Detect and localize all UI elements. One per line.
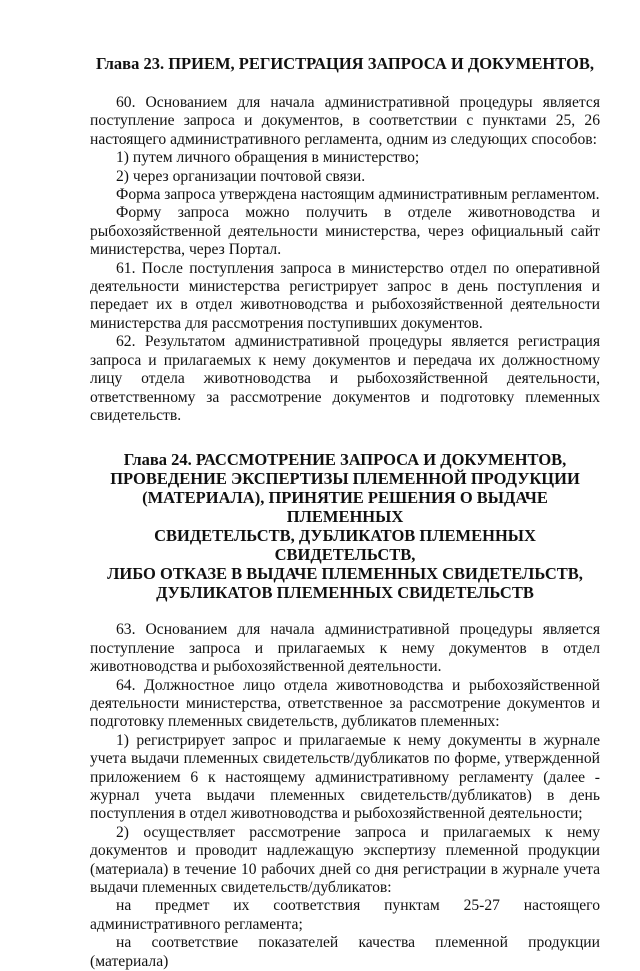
subitem-2: 2) осуществляет рассмотрение запроса и прилагаемых к нему документов и проводит надлежащую экспертизу племенной продукции (материала) в течение 10 рабочих дней со дня регистрации в журнале учета выдачи племенных свидетельств/дубликатов: bbox=[90, 823, 600, 896]
document-page bbox=[90, 54, 600, 971]
list-item-2: 2) через организации почтовой связи. bbox=[116, 167, 366, 185]
paragraph-61: 61. После поступления запроса в министерство отдел по оперативной деятельности министерства регистрирует запрос в день поступления и передает их в отдел животноводства и рыбохозяйственной деятельности министерства для рассмотрения поступивших документов. bbox=[90, 259, 600, 332]
paragraph-60: 60. Основанием для начала административной процедуры является поступление запроса и документов, в соответствии с пунктами 25, 26 настоящего административного регламента, одним из следующих способов: bbox=[90, 94, 600, 148]
subitem-2-point-a: на предмет их соответствия пунктам 25-27 настоящего административного регламента; bbox=[90, 897, 600, 933]
paragraph-63: 63. Основанием для начала административной процедуры является поступление запроса и прилагаемых к нему документов в отдел животноводства и рыбохозяйственной деятельности. bbox=[90, 621, 600, 676]
chapter-24-title-line: ПРОВЕДЕНИЕ ЭКСПЕРТИЗЫ ПЛЕМЕННОЙ ПРОДУКЦИИ bbox=[110, 469, 580, 489]
paragraph-form-obtain: Форму запроса можно получить в отделе животноводства и рыбохозяйственной деятельности министерства, через официальный сайт министерства, через Портал. bbox=[90, 204, 600, 259]
chapter-24-body bbox=[90, 621, 600, 971]
subitem-1: 1) регистрирует запрос и прилагаемые к нему документы в журнале учета выдачи племенных свидетельств/дубликатов по форме, утвержденной приложением 6 к настоящему административному регламенту (далее - журнал учета выдачи племенных свидетельств/дубликатов) в день поступления в отдел животноводства и рыбохозяйственной деятельности; bbox=[90, 731, 600, 823]
chapter-24-title-line: ЛИБО ОТКАЗЕ В ВЫДАЧЕ ПЛЕМЕННЫХ СВИДЕТЕЛЬСТВ, bbox=[107, 564, 583, 584]
chapter-23-body bbox=[90, 94, 600, 425]
chapter-24-title-line: СВИДЕТЕЛЬСТВ, ДУБЛИКАТОВ ПЛЕМЕННЫХ СВИДЕТЕЛЬСТВ, bbox=[154, 526, 536, 565]
paragraph-62: 62. Результатом административной процедуры является регистрация запроса и прилагаемых к нему документов и передача их должностному лицу отдела животноводства и рыбохозяйственной деятельности, ответственному за рассмотрение документов и подготовку племенных свидетельств. bbox=[90, 333, 600, 424]
chapter-24-title-line: (МАТЕРИАЛА), ПРИНЯТИЕ РЕШЕНИЯ О ВЫДАЧЕ ПЛЕМЕННЫХ bbox=[142, 488, 548, 527]
subitem-2-point-b: на соответствие показателей качества племенной продукции (материала) bbox=[90, 934, 600, 970]
chapter-24-title-line: Глава 24. РАССМОТРЕНИЕ ЗАПРОСА И ДОКУМЕНТОВ, bbox=[123, 450, 567, 470]
chapter-24-title-line: ДУБЛИКАТОВ ПЛЕМЕННЫХ СВИДЕТЕЛЬСТВ bbox=[156, 583, 534, 603]
list-item-1: 1) путем личного обращения в министерство; bbox=[116, 149, 420, 167]
paragraph-form-approved: Форма запроса утверждена настоящим административным регламентом. bbox=[116, 186, 600, 204]
chapter-24-title bbox=[90, 450, 600, 602]
chapter-23-title: Глава 23. ПРИЕМ, РЕГИСТРАЦИЯ ЗАПРОСА И ДОКУМЕНТОВ, bbox=[96, 54, 594, 73]
paragraph-64: 64. Должностное лицо отдела животноводства и рыбохозяйственной деятельности министерства, ответственное за рассмотрение документов и подготовку племенных свидетельств, дубликатов племенных: bbox=[90, 676, 600, 731]
